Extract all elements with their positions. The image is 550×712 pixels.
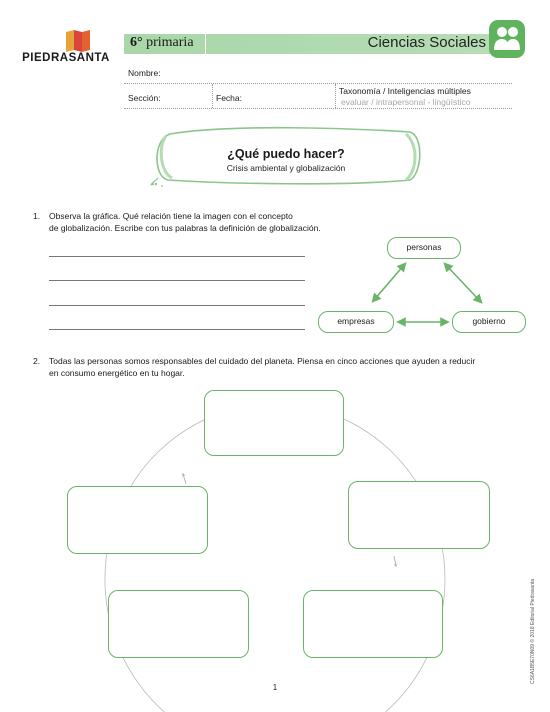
- question-number: 1.: [33, 211, 41, 221]
- taxonomy-values: evaluar / intrapersonal - lingüístico: [341, 97, 471, 107]
- question-2: [33, 355, 533, 381]
- question-text-line: Observa la gráfica. Qué relación tiene la imagen con el concepto: [49, 211, 293, 221]
- grade-number: 6°: [130, 35, 143, 50]
- section-label: Sección:: [128, 93, 161, 103]
- question-text-line: de globalización. Escribe con tus palabras la definición de globalización.: [49, 223, 321, 233]
- subject-title: Ciencias Sociales: [367, 34, 486, 51]
- cycle-arrow: [183, 474, 186, 484]
- diagram-node-personas: personas: [387, 237, 461, 259]
- cycle-arrow: [394, 556, 396, 566]
- taxonomy-label: Taxonomía / Inteligencias múltiples: [339, 86, 471, 96]
- question-text-line: en consumo energético en tu hogar.: [49, 368, 185, 378]
- action-box[interactable]: [108, 590, 249, 658]
- diagram-node-empresas: empresas: [318, 311, 394, 333]
- action-box[interactable]: [348, 481, 490, 549]
- page-number: 1: [272, 683, 278, 692]
- banner-subtitle: Crisis ambiental y globalización: [226, 163, 346, 173]
- banner-title: ¿Qué puedo hacer?: [227, 147, 345, 161]
- grade-level: primaria: [146, 35, 194, 50]
- action-box[interactable]: [303, 590, 443, 658]
- copyright-notice: CS6A1B5E70N09 © 2018 Editorial Piedrasanta: [530, 578, 536, 684]
- question-text-line: Todas las personas somos responsables del cuidado del planeta. Piensa en cinco acciones que ayuden a reducir: [49, 356, 476, 366]
- action-box[interactable]: [67, 486, 208, 554]
- action-box[interactable]: [204, 390, 344, 456]
- diagram-node-gobierno: gobierno: [452, 311, 526, 333]
- arrow-personas-gobierno: [446, 265, 480, 301]
- arrow-personas-empresas: [374, 265, 404, 300]
- date-label: Fecha:: [216, 93, 242, 103]
- name-label: Nombre:: [128, 68, 161, 78]
- brand-name: PIEDRASANTA: [22, 52, 110, 64]
- question-number: 2.: [33, 356, 41, 366]
